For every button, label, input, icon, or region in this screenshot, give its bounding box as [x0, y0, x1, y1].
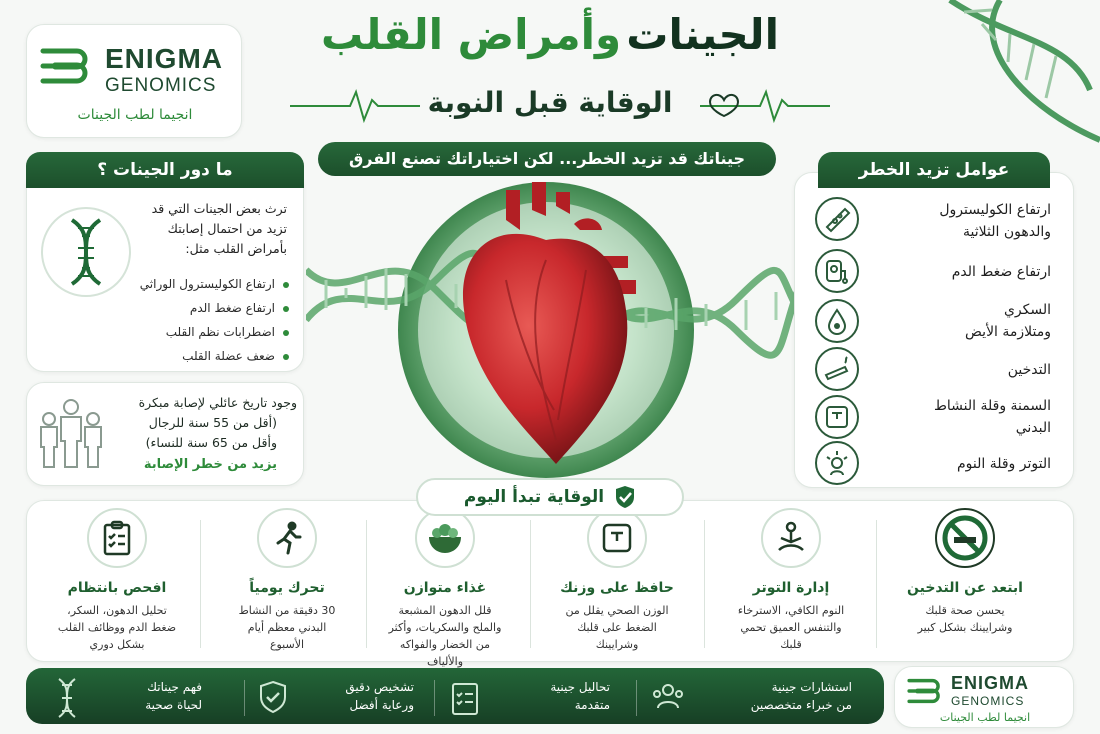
genes-role-card — [26, 180, 304, 372]
risk-factor-label: ارتفاع الكوليسترول والدهون الثلاثية — [939, 202, 1051, 240]
shield-check-icon — [258, 680, 288, 714]
family-history-line2: (أقل من 55 سنة للرجال — [148, 415, 277, 430]
brand-logo-card — [26, 24, 242, 138]
meditation-icon — [761, 508, 821, 568]
divider — [434, 680, 435, 716]
divider — [636, 680, 637, 716]
family-history-card — [26, 382, 304, 486]
divider — [244, 680, 245, 716]
cholesterol-icon — [815, 197, 859, 241]
prevention-item: إدارة التوتر النوم الكافي، الاسترخاء والتنفس العميق تحمي قلبك — [706, 508, 876, 658]
scale-icon — [587, 508, 647, 568]
page-title — [250, 10, 850, 59]
clipboard-icon — [87, 508, 147, 568]
title-part1: الجينات — [626, 10, 779, 59]
enigma-logo-icon — [905, 675, 945, 707]
risk-factor-label: التوتر وقلة النوم — [956, 456, 1051, 472]
shield-check-icon — [614, 485, 636, 509]
heart-dna-illustration — [306, 180, 798, 480]
blood-pressure-icon — [815, 249, 859, 293]
header-banner: جيناتك قد تزيد الخطر... لكن اختياراتك تصنع الفرق — [318, 142, 776, 176]
brand-tagline: انجيما لطب الجينات — [939, 711, 1031, 724]
genes-role-item: ارتفاع ضغط الدم — [117, 301, 289, 315]
brand-logo-card-bottom — [894, 666, 1074, 728]
prevention-item: حافظ على وزنك الوزن الصحي يقلل من الضغط على قلبك وشرايينك — [532, 508, 702, 658]
blood-drop-icon — [815, 299, 859, 343]
divider — [530, 520, 531, 648]
brand-tagline: انجيما لطب الجينات — [77, 107, 193, 123]
service-item: فهم جيناتك لحياة صحية — [44, 672, 234, 722]
dna-icon — [56, 678, 78, 718]
prevention-item: افحص بانتظام تحليل الدهون، السكر، ضغط الدم ووظائف القلب بشكل دوري — [32, 508, 202, 658]
service-item: استشارات جينية من خبراء متخصصين — [640, 672, 880, 722]
risk-factor-label: ارتفاع ضغط الدم — [951, 264, 1051, 280]
service-item: تشخيص دقيق ورعاية أفضل — [250, 672, 430, 722]
divider — [876, 520, 877, 648]
prevention-heading: الوقاية تبدأ اليوم — [416, 478, 684, 516]
brand-name-line2: GENOMICS — [951, 694, 1025, 708]
enigma-logo-icon — [37, 43, 95, 89]
genes-role-item: ضعف عضلة القلب — [117, 349, 289, 363]
page-subtitle: الوقاية قبل النوبة — [427, 86, 673, 119]
people-icon — [650, 680, 686, 714]
family-history-line3: وأقل من 65 سنة للنساء) — [145, 435, 277, 450]
service-item: تحاليل جينية متقدمة — [440, 672, 630, 722]
cigarette-icon — [815, 347, 859, 391]
family-icon — [37, 397, 105, 471]
checklist-icon — [450, 680, 480, 716]
dna-icon — [66, 218, 106, 286]
no-smoking-icon — [935, 508, 995, 568]
risk-factor-label: السكري ومتلازمة الأيض — [965, 302, 1051, 340]
brand-name-line1: ENIGMA — [951, 673, 1029, 693]
family-history-line1: وجود تاريخ عائلي لإصابة مبكرة — [138, 395, 297, 410]
genes-role-heading: ما دور الجينات ؟ — [26, 152, 304, 188]
salad-icon — [415, 508, 475, 568]
risk-factor-label: السمنة وقلة النشاط البدني — [933, 398, 1051, 436]
risk-factor-label: التدخين — [1007, 362, 1051, 378]
divider — [704, 520, 705, 648]
title-part2: وأمراض القلب — [321, 10, 622, 59]
family-history-emphasis: يزيد من خطر الإصابة — [143, 457, 277, 472]
prevention-item: تحرك يومياً 30 دقيقة من النشاط البدني معظم أيام الأسبوع — [202, 508, 372, 658]
genes-role-intro: ترث بعض الجينات التي قد تزيد من احتمال إصابتك بأمراض القلب مثل: — [151, 201, 287, 256]
risk-factors-heading: عوامل تزيد الخطر — [818, 152, 1050, 188]
prevention-item: غذاء متوازن قلل الدهون المشبعة والملح والسكريات، وأكثر من الخضار والفواكه والألياف — [360, 508, 530, 658]
scale-icon — [815, 395, 859, 439]
prevention-item: ابتعد عن التدخين يحسن صحة قلبك وشرايينك بشكل كبير — [880, 508, 1050, 658]
genes-role-item: اضطرابات نظم القلب — [117, 325, 289, 339]
brand-name-line2: GENOMICS — [105, 75, 217, 96]
risk-factors-card — [794, 172, 1074, 488]
genes-role-item: ارتفاع الكوليسترول الوراثي — [117, 277, 289, 291]
brand-name-line1: ENIGMA — [105, 43, 223, 74]
stress-icon — [815, 441, 859, 485]
running-icon — [257, 508, 317, 568]
